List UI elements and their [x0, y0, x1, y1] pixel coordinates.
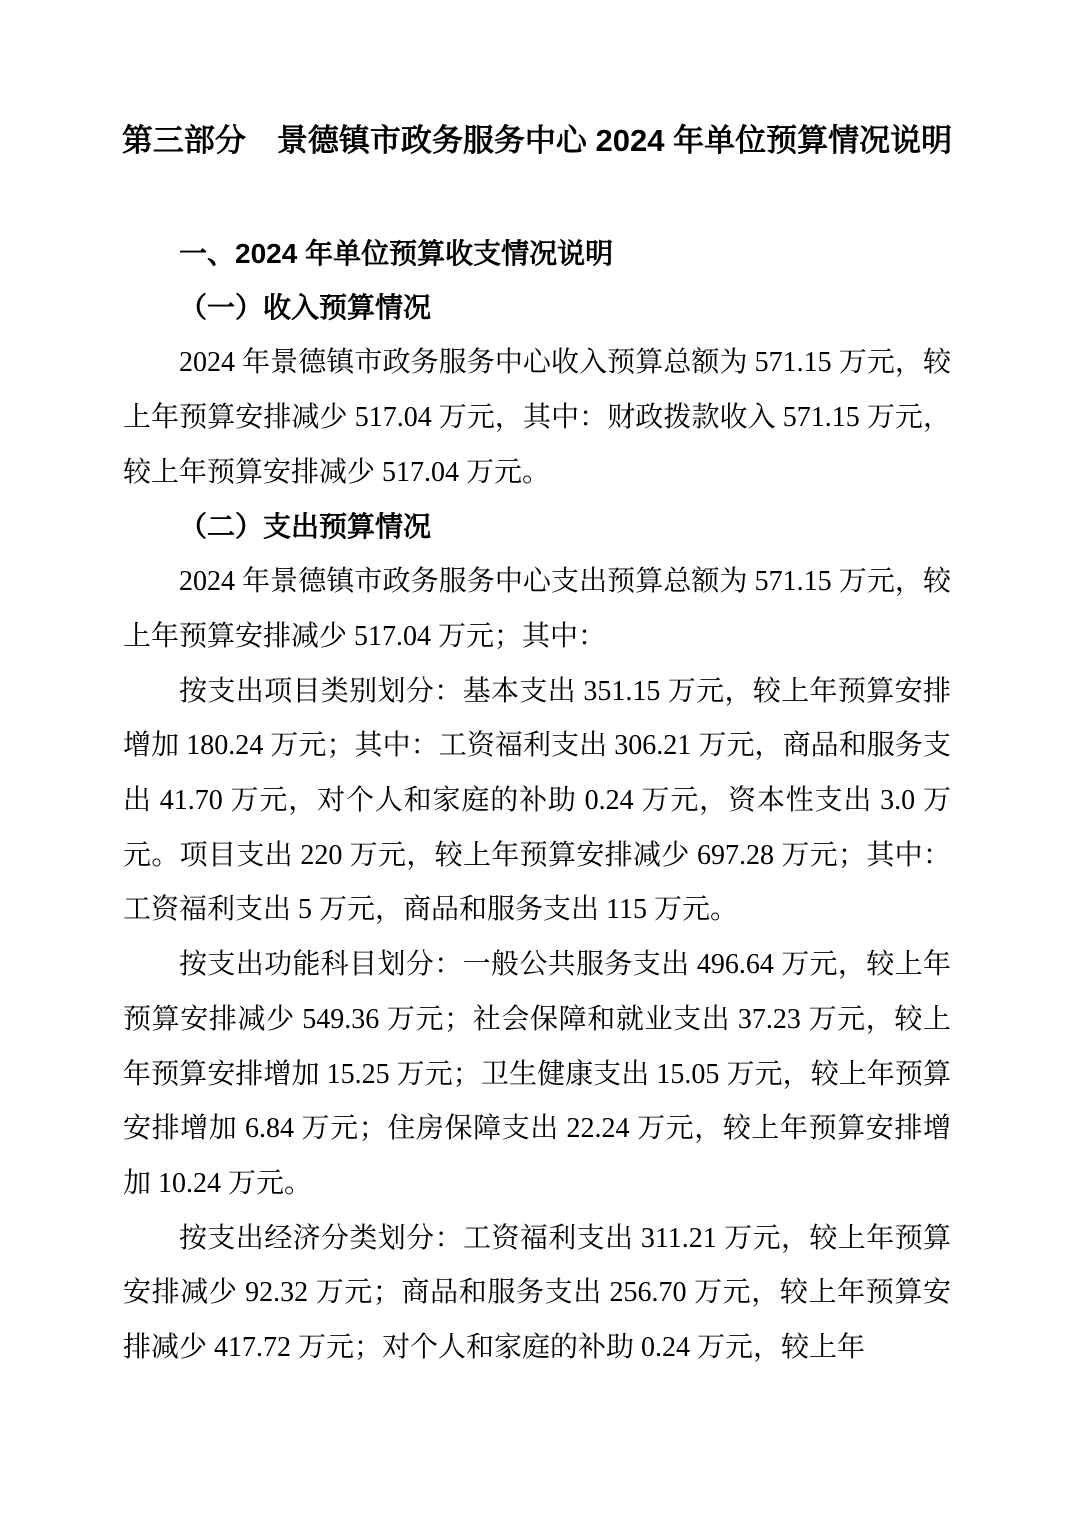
document-title: 第三部分 景德镇市政务服务中心 2024 年单位预算情况说明	[121, 123, 953, 158]
expenditure-by-economic-class-paragraph: 按支出经济分类划分：工资福利支出 311.21 万元，较上年预算安排减少 92.32 万元；商品和服务支出 256.70 万元，较上年预算安排减少 417.72 万元；对个人和家庭的补助 0.24 万元，较上年	[123, 1222, 951, 1364]
income-paragraph: 2024 年景德镇市政务服务中心收入预算总额为 571.15 万元，较上年预算安排减少 517.04 万元，其中：财政拨款收入 571.15 万元，较上年预算安排减少 517.04 万元。	[123, 347, 951, 488]
expenditure-total-paragraph: 2024 年景德镇市政务服务中心支出预算总额为 571.15 万元，较上年预算安排减少 517.04 万元；其中：	[123, 566, 951, 652]
section-heading-budget-overview: 一、2024 年单位预算收支情况说明	[179, 238, 614, 269]
expenditure-by-function-paragraph: 按支出功能科目划分：一般公共服务支出 496.64 万元，较上年预算安排减少 549.36 万元；社会保障和就业支出 37.23 万元，较上年预算安排增加 15.25 万元；卫生健康支出 15.05 万元，较上年预算安排增加 6.84 万元；住房保障支出 22.24 万元，较上年预算安排增加 10.24 万元。	[123, 949, 951, 1199]
expenditure-by-project-type-paragraph: 按支出项目类别划分：基本支出 351.15 万元，较上年预算安排增加 180.24 万元；其中：工资福利支出 306.21 万元，商品和服务支出 41.70 万元，对个人和家庭的补助 0.24 万元，资本性支出 3.0 万元。项目支出 220 万元，较上年预算安排减少 697.28 万元；其中：工资福利支出 5 万元，商品和服务支出 115 万元。	[123, 675, 951, 926]
subsection-heading-income: （一）收入预算情况	[179, 292, 432, 324]
document-body	[123, 227, 951, 1376]
subsection-heading-expenditure: （二）支出预算情况	[179, 511, 432, 543]
